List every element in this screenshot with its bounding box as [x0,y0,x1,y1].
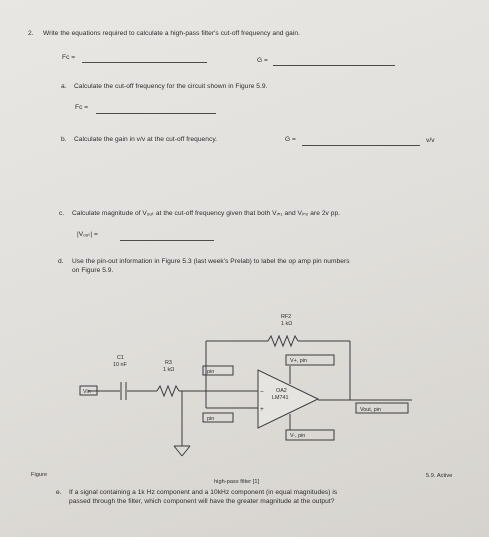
part-c-vout-label: |Vₒᵤₜ| = [77,231,98,238]
part-b-letter: b. [61,136,67,143]
pin-label-2: pin [207,416,215,422]
part-d-text-line2: on Figure 5.9. [72,267,114,274]
question-2-fc-label: Fc = [62,54,76,61]
vplus-pin-label: V+, pin [290,358,307,364]
figure-number: 5.9. Active [426,473,453,479]
r3-value: 1 kΩ [163,367,175,373]
opamp-name: OA2 [276,388,287,394]
pin-label-1: pin [207,369,215,375]
c1-value: 10 nF [113,362,127,368]
vin-label: Vin [83,389,91,395]
rf2-name: RF2 [281,314,292,320]
part-a-fc-label: Fc = [75,104,89,111]
part-a-text: Calculate the cut-off frequency for the circuit shown in Figure 5.9. [74,83,268,90]
vout-pin-label: Vout, pin [360,407,381,413]
part-e-text-line1: If a signal containing a 1k Hz component and a 10kHz component (in equal magnitudes) is [69,489,338,496]
part-a-letter: a. [61,83,67,90]
part-c-letter: c. [59,210,65,217]
figure-label: Figure [31,472,48,478]
r3-name: R3 [165,360,172,366]
part-b-unit: v/v [426,137,435,144]
vminus-pin-label: V-, pin [290,433,306,439]
question-2-number: 2. [28,30,34,37]
ground-symbol [174,446,190,456]
part-e-text-line2: passed through the filter, which component will have the greater magnitude at the output? [69,498,335,505]
resistor-r3-symbol [157,386,179,396]
capacitor-c1-symbol [121,382,126,400]
question-2-text: Write the equations required to calculate a high-pass filter's cut-off frequency and gain. [43,30,300,37]
opamp-model: LM741 [272,395,289,401]
part-c-text: Calculate magnitude of Vₒᵤₜ at the cut-off frequency given that both Vᵢₙ₁ and Vᵢₙ₂ are 2v pp. [72,210,341,217]
c1-name: C1 [117,355,124,361]
part-d-text-line1: Use the pin-out information in Figure 5.3 (last week's Prelab) to label the op amp pin numbers [72,258,350,265]
figure-caption: high-pass filter [1] [214,479,260,485]
question-2-g-label: G = [257,57,268,64]
opamp-plus-sign: + [260,406,264,413]
resistor-rf2-symbol [268,336,298,346]
part-b-g-label: G = [285,136,296,143]
opamp-minus-sign: − [260,389,264,396]
part-b-text: Calculate the gain in v/v at the cut-off frequency. [74,136,218,143]
part-e-letter: e. [56,489,62,496]
part-d-letter: d. [58,258,64,265]
rf2-value: 1 kΩ [281,321,293,327]
